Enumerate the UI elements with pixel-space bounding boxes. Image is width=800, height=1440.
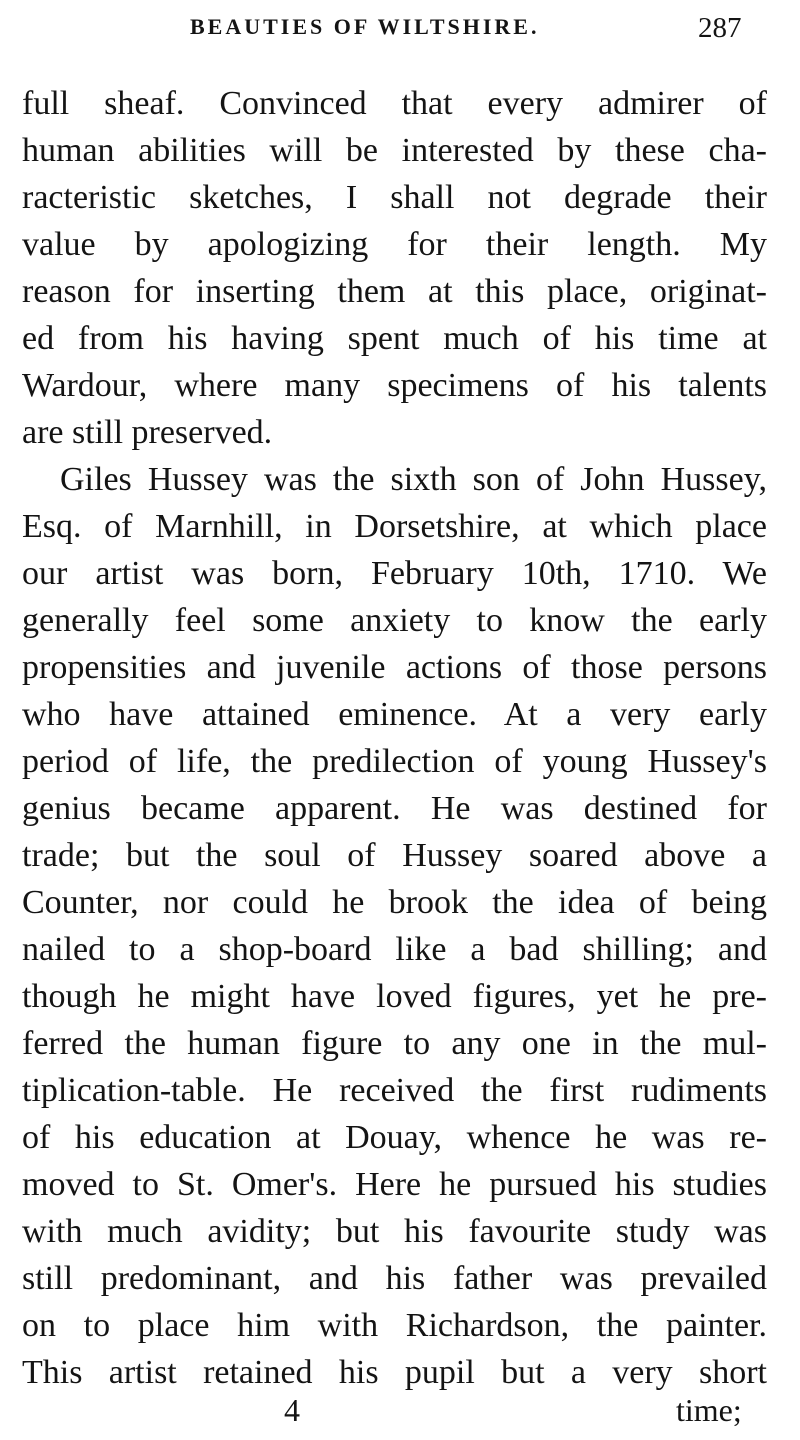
- text-line: tiplication-table. He received the first rudiments: [22, 1072, 767, 1109]
- body-text: [22, 80, 767, 1396]
- text-line: period of life, the predilection of young Hussey's: [22, 743, 767, 780]
- running-title: BEAUTIES OF WILTSHIRE.: [190, 14, 540, 39]
- text-line: full sheaf. Convinced that every admirer of: [22, 85, 767, 122]
- text-line: our artist was born, February 10th, 1710. We: [22, 555, 767, 592]
- text-line: genius became apparent. He was destined for: [22, 790, 767, 827]
- paragraph-start-line: Giles Hussey was the sixth son of John Hussey,: [60, 461, 767, 498]
- text-line: moved to St. Omer's. Here he pursued his studies: [22, 1166, 767, 1203]
- text-line: reason for inserting them at this place, originat-: [22, 273, 767, 310]
- signature-mark: 4: [284, 1392, 300, 1428]
- text-line: generally feel some anxiety to know the early: [22, 602, 767, 639]
- text-line: ed from his having spent much of his time at: [22, 320, 767, 357]
- page-number: 287: [698, 12, 742, 44]
- text-line: though he might have loved figures, yet he pre-: [22, 978, 767, 1015]
- text-line: nailed to a shop-board like a bad shilling; and: [22, 931, 767, 968]
- text-line: Wardour, where many specimens of his talents: [22, 367, 767, 404]
- text-line: trade; but the soul of Hussey soared above a: [22, 837, 767, 874]
- paragraph-end-line: are still preserved.: [22, 414, 273, 451]
- text-line: of his education at Douay, whence he was re-: [22, 1119, 767, 1156]
- text-line: who have attained eminence. At a very early: [22, 696, 767, 733]
- text-line: This artist retained his pupil but a very short: [22, 1354, 767, 1391]
- text-line: propensities and juvenile actions of those persons: [22, 649, 767, 686]
- text-line: with much avidity; but his favourite study was: [22, 1213, 767, 1250]
- catchword: time;: [676, 1392, 742, 1428]
- text-line: value by apologizing for their length. My: [22, 226, 767, 263]
- text-line: Esq. of Marnhill, in Dorsetshire, at which place: [22, 508, 767, 545]
- text-line: still predominant, and his father was prevailed: [22, 1260, 767, 1297]
- text-line: on to place him with Richardson, the painter.: [22, 1307, 767, 1344]
- text-line: Counter, nor could he brook the idea of being: [22, 884, 767, 921]
- text-line: racteristic sketches, I shall not degrade their: [22, 179, 767, 216]
- text-line: ferred the human figure to any one in the mul-: [22, 1025, 767, 1062]
- text-line: human abilities will be interested by these cha-: [22, 132, 767, 169]
